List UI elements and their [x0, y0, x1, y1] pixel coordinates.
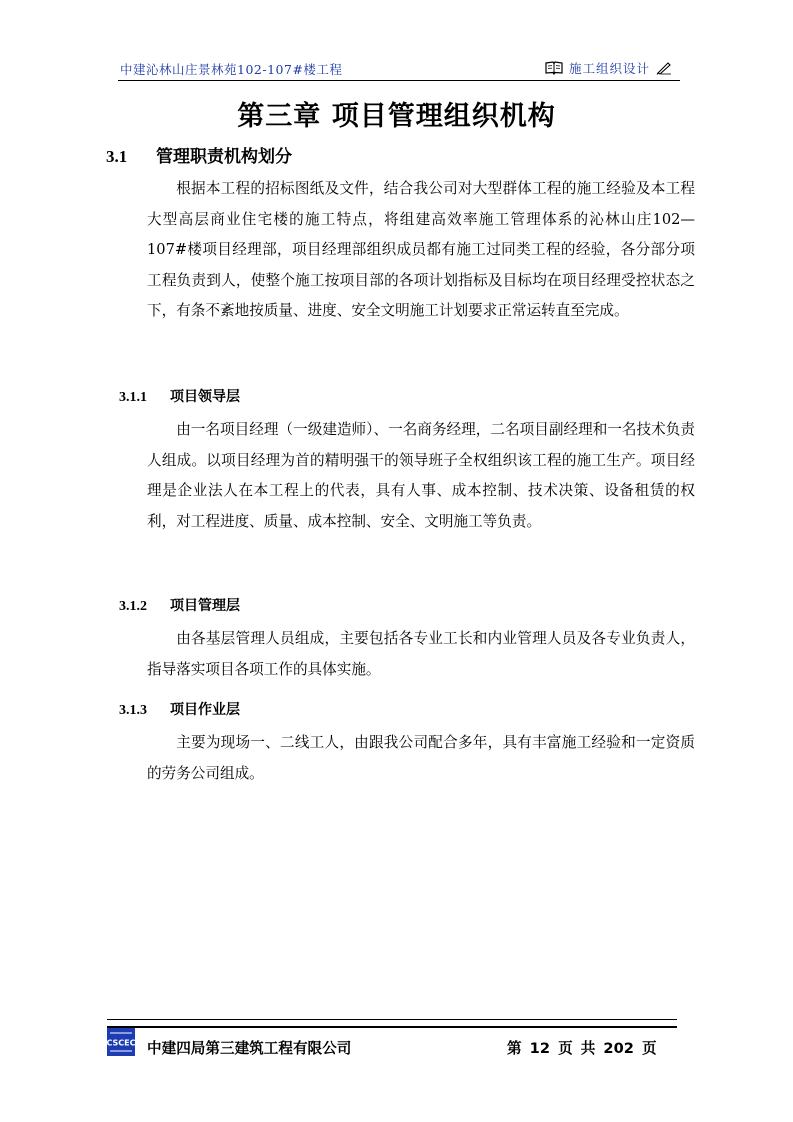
section-number: 3.1.1 [119, 390, 147, 405]
company-logo [107, 1028, 135, 1056]
header-project-name: 中建沁林山庄景林苑102-107#楼工程 [120, 62, 343, 77]
footer-divider [107, 1019, 677, 1028]
section-heading-3-1-2 [119, 595, 240, 615]
footer-page-number: 第 12 页 共 202 页 [507, 1040, 657, 1057]
section-number: 3.1.2 [119, 599, 147, 614]
page-header [118, 58, 680, 81]
section-title: 项目作业层 [170, 702, 240, 718]
logo-text: CSCEC [107, 1038, 135, 1048]
section-heading-3-1-3 [119, 699, 240, 719]
book-icon [545, 61, 563, 75]
header-section [545, 59, 672, 77]
paragraph-3-1-2: 由各基层管理人员组成，主要包括各专业工长和内业管理人员及各专业负责人，指导落实项目各项工作的具体实施。 [147, 630, 695, 678]
section-number: 3.1 [106, 147, 128, 166]
section-title: 项目领导层 [170, 389, 240, 405]
paragraph-3-1-3: 主要为现场一、二线工人，由跟我公司配合多年，具有丰富施工经验和一定资质的劳务公司组成。 [147, 734, 695, 782]
paragraph-3-1-1: 由一名项目经理（一级建造师）、一名商务经理，二名项目副经理和一名技术负责人组成。以项目经理为首的精明强干的领导班子全权组织该工程的施工生产。项目经理是企业法人在本工程上的代表，具有人事、成本控制、技术决策、设备租赁的权利，对工程进度、质量、成本控制、安全、文明施工等负责。 [147, 421, 695, 530]
footer-company-name: 中建四局第三建筑工程有限公司 [147, 1040, 352, 1057]
chapter-title: 第三章 项目管理组织机构 [237, 101, 556, 132]
section-number: 3.1.3 [119, 703, 147, 718]
header-section-label: 施工组织设计 [568, 61, 650, 76]
section-heading-3-1 [106, 142, 292, 167]
section-title: 项目管理层 [170, 598, 240, 614]
section-title: 管理职责机构划分 [156, 147, 292, 167]
section-heading-3-1-1 [119, 386, 240, 406]
pen-icon [656, 61, 672, 75]
paragraph-3-1: 根据本工程的招标图纸及文件，结合我公司对大型群体工程的施工经验及本工程大型高层商业住宅楼的施工特点，将组建高效率施工管理体系的沁林山庄102—107#楼项目经理部，项目经理部组织成员都有施工过同类工程的经验，各分部分项工程负责到人，使整个施工按项目部的各项计划指标及目标均在项目经理受控状态之下，有条不紊地按质量、进度、安全文明施工计划要求正常运转直至完成。 [147, 180, 695, 319]
